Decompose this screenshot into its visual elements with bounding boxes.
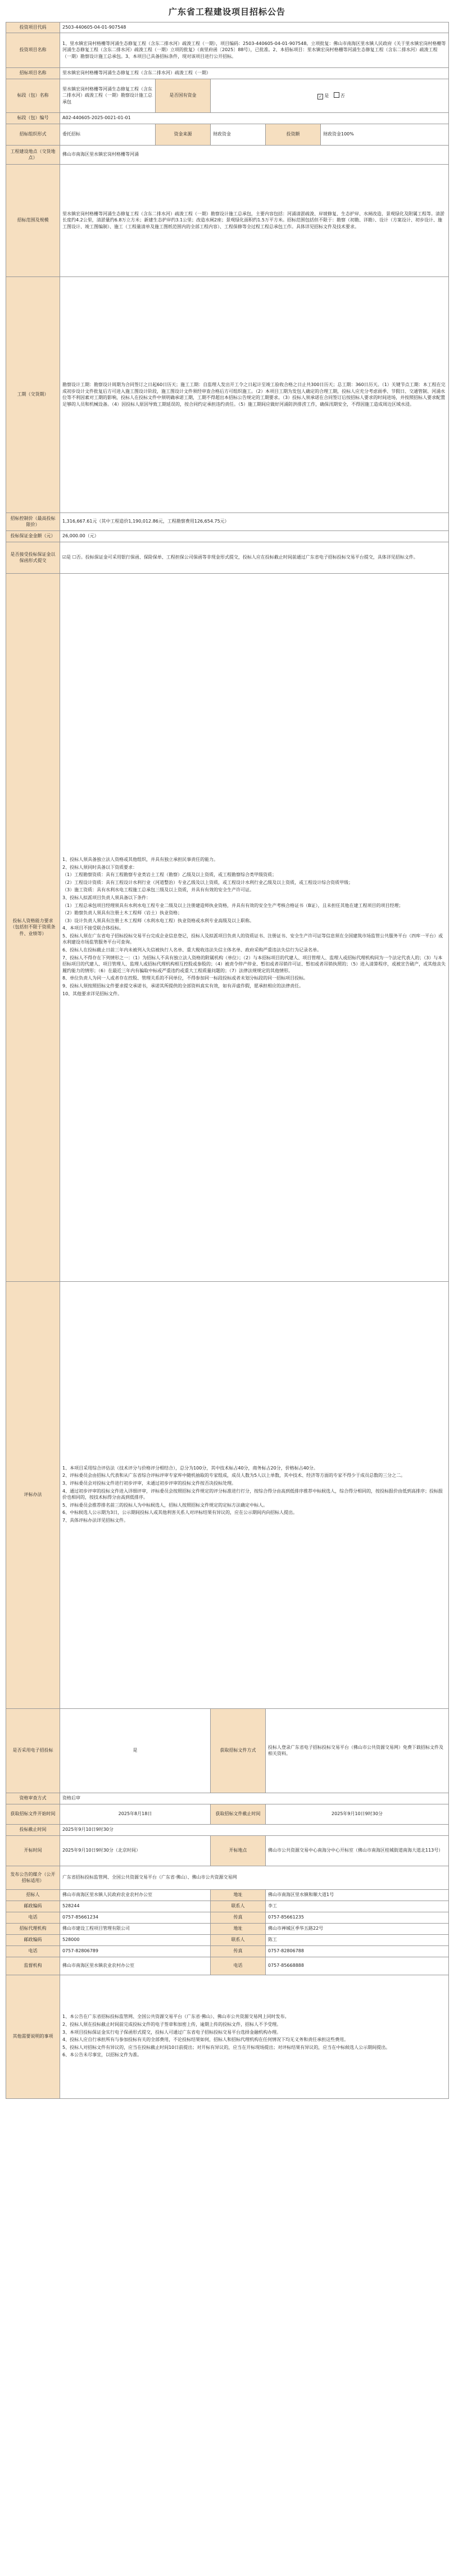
agency-phone-value: 0757-82806789 xyxy=(60,1945,211,1957)
tender-name-value: 里水镇宏岗村格栅等河涌生态修复工程（含东二排水河）疏浚工程（一期）勘察设计施工总承包 xyxy=(60,79,156,112)
tender-code-value: A02-440605-2025-0021-01-01 xyxy=(60,112,449,124)
bid-deadline-label: 投标截止时间 xyxy=(6,1824,60,1835)
guarantee-value: 财政资金100% xyxy=(321,124,449,145)
row-location xyxy=(6,145,449,164)
tenderer-value: 佛山市南海区里水镇人民政府农业农村办公室 xyxy=(60,1889,211,1901)
evaluation-item: 5、评标委员会推荐排名前三的投标人为中标候选人，招标人按照招标文件规定的定标方法确定中标人。 xyxy=(62,1502,268,1508)
qualification-item: （2）勘察负责人须具有注册土木工程师（岩土）执业资格； xyxy=(62,910,183,916)
announcement-table xyxy=(6,22,449,2099)
evaluation-item: 6、中标候选人公示期为3日，公示期间投标人或其他利害关系人对评标结果有异议的，应在公示期间内向招标人提出。 xyxy=(62,1510,298,1516)
agency-phone-label: 电话 xyxy=(6,1945,60,1957)
other-list xyxy=(60,1975,449,2098)
agency-fax-label: 传真 xyxy=(211,1945,266,1957)
tender-type-label: 招标组织形式 xyxy=(6,124,60,145)
obtain-time-label: 获取招标文件开始时间 xyxy=(6,1804,60,1824)
project-code-label: 投资项目代码 xyxy=(6,22,60,33)
announcement-page xyxy=(6,0,448,2099)
evaluation-item: 1、本项目采用综合评估法（技术评分与价格评分相结合），总分为100分，其中技术标占40分，商务标占20分，价格标占40分。 xyxy=(62,1465,318,1471)
supervisor-phone-label: 电话 xyxy=(211,1957,266,1975)
row-scope xyxy=(6,164,449,276)
deposit-label: 投标保证金金额（元） xyxy=(6,530,60,542)
qualification-item: 2、投标人须同时具备以下资质要求： xyxy=(62,864,138,870)
qualification-item: 3、投标人拟派项目负责人须具备以下条件： xyxy=(62,895,151,900)
row-deposit-form xyxy=(6,542,449,573)
row-bid-deadline xyxy=(6,1824,449,1835)
other-item: 6、本公告未尽事宜，以招标文件为准。 xyxy=(62,2052,142,2058)
obtain-time-end-label: 获取招标文件截止时间 xyxy=(211,1804,266,1824)
postcode-value: 528244 xyxy=(60,1901,211,1912)
row-obtain-time xyxy=(6,1804,449,1824)
other-item: 2、投标人须在投标截止时间前完成投标文件的电子签章和加密上传，逾期上传的投标文件，招标人不予受理。 xyxy=(62,2021,282,2027)
evaluation-item: 3、评标委员会对投标文件进行初步评审，未通过初步评审的投标文件按否决投标处理。 xyxy=(62,1480,237,1486)
tenderer-addr-value: 佛山市南海区里水镇和顺大道1号 xyxy=(266,1889,449,1901)
tender-type-value: 委托招标 xyxy=(60,124,156,145)
publish-value: 广东省招标投标监管网、全国公共资源交易平台（广东省·佛山）、佛山市公共资源交易网 xyxy=(60,1866,449,1889)
row-project-summary xyxy=(6,33,449,67)
qualification-item: 9、投标人须按照招标文件要求提交承诺书，承诺其所提供的全部资料真实有效，如有弄虚作假，愿承担相应的法律责任。 xyxy=(62,983,304,989)
electronic-label: 是否采用电子招投标 xyxy=(6,1708,60,1793)
row-open xyxy=(6,1835,449,1866)
evaluation-item: 4、通过初步评审的投标文件进入详细评审，评标委员会按照招标文件规定的评分标准进行打分，按综合得分由高到低排序推荐中标候选人，综合得分相同的，按投标报价由低到高排序；投标报价也相同的，按技术标得分由高到低排序。 xyxy=(62,1488,443,1500)
agency-fax-value: 0757-82806788 xyxy=(266,1945,449,1957)
state-owned-yes: 是 xyxy=(324,93,329,98)
electronic-value: 是 xyxy=(60,1708,211,1793)
invest-value: 财政资金 xyxy=(211,124,266,145)
tender-code-label: 标段（包）编号 xyxy=(6,112,60,124)
location-value: 佛山市南海区里水镇宏岗村格栅等河涌 xyxy=(60,145,449,164)
row-agency-phone xyxy=(6,1945,449,1957)
agency-addr-value: 佛山市禅城区季华五路22号 xyxy=(266,1923,449,1934)
row-agency-post xyxy=(6,1934,449,1945)
duration-value: 勘察设计工期：勘察设计周期为合同签订之日起60日历天；施工工期：自监理人发出开工令之日起计至竣工验收合格之日止共300日历天；总工期：360日历天。（1）关键节点工期：本工程在完成初步设计文件批复后方可进入施工图设计阶段，施工图设计文件须经审查合格后方可组织施工。（2）本项目工期为发包人确定的合理工期，投标人应充分考虑雨季、节假日、交通管制、河涌水位等不利因素对工期的影响，投标人在投标文件中须明确承诺工期，工期不得超出本招标公告规定的工期要求。（3）投标人须承诺在合同签订后按招标人要求的时间进场，并按照招标人要求配置足够的人员和机械设备。（4）因投标人原因导致工期延误的，按合同约定承担违约责任。（5）施工期间应做好河涌防洪排涝工作，确保汛期安全，不得因施工造成周边区域水浸。 xyxy=(60,276,449,513)
open-value: 2025年9月10日9时30分（北京时间） xyxy=(60,1835,211,1866)
row-tender-name xyxy=(6,79,449,112)
row-project-code xyxy=(6,22,449,33)
state-owned-label: 是否国有资金 xyxy=(156,79,211,112)
evaluation-item: 2、评标委员会由招标人代表和从广东省综合评标评审专家库中随机抽取的专家组成，成员人数为5人以上单数，其中技术、经济等方面的专家不得少于成员总数的三分之二。 xyxy=(62,1473,406,1479)
row-tenderer xyxy=(6,1889,449,1901)
row-tenderer-post xyxy=(6,1901,449,1912)
other-item: 3、本项目投标保证金实行电子保函形式提交，投标人可通过广东省电子招标投标交易平台选择金融机构办理。 xyxy=(62,2029,282,2035)
agency-value: 佛山市建设工程项目管理有限公司 xyxy=(60,1923,211,1934)
row-other xyxy=(6,1975,449,2098)
project-name-label: 招标项目名称 xyxy=(6,67,60,79)
qualification-item: 7、投标人不得存在下列情形之一：（1）为招标人不具有独立法人资格的附属机构（单位）；（2）与本招标项目的代建人、项目管理人、监理人或招标代理机构同为一个法定代表人的；（3）与本招标项目的代建人、项目管理人、监理人或招标代理机构相互控股或参股的；（4）被责令停产停业、暂扣或者吊销许可证、暂扣或者吊销执照的；（5）进入清算程序，或被宣告破产，或其他丧失履约能力的情形；（6）在最近三年内有骗取中标或严重违约或重大工程质量问题的；（7）法律法规规定的其他情形。 xyxy=(62,955,446,973)
tenderer-label: 招标人 xyxy=(6,1889,60,1901)
open-label: 开标时间 xyxy=(6,1835,60,1866)
supervisor-label: 监督机构 xyxy=(6,1957,60,1975)
duration-label: 工期（交货期） xyxy=(6,276,60,513)
row-project-name xyxy=(6,67,449,79)
contact-label: 联系人 xyxy=(211,1901,266,1912)
phone-value: 0757-85661234 xyxy=(60,1912,211,1923)
agency-postcode-value: 528000 xyxy=(60,1934,211,1945)
project-name-value: 里水镇宏岗村格栅等河涌生态修复工程（含东二排水河）疏浚工程（一期） xyxy=(60,67,449,79)
state-owned-no: 否 xyxy=(340,93,345,98)
scope-value: 里水镇宏岗村格栅等河涌生态修复工程（含东二排水河）疏浚工程（一期）勘察设计施工总承包，主要内容包括：河涌清淤疏浚、岸坡修复、生态护岸、水闸改造、景观绿化及附属工程等。清淤长度约4.2公里，清淤量约6.8万立方米；新建生态护岸约3.1公里；改造水闸2座；景观绿化面积约1.5万平方米。招标范围包括但不限于：勘察（初勘、详勘）、设计（方案设计、初步设计、施工图设计、竣工图编制）、施工（工程量清单及施工图纸范围内的全部工程内容）、工程保修等全过程工程总承包工作。具体详见招标文件及技术要求。 xyxy=(60,164,449,276)
phone-label: 电话 xyxy=(6,1912,60,1923)
publish-label: 发布公告的媒介（公开招标适用） xyxy=(6,1866,60,1889)
review-value: 资格后审 xyxy=(60,1793,449,1804)
budget-label: 招标控制价（最高投标限价） xyxy=(6,513,60,530)
row-agency xyxy=(6,1923,449,1934)
open-place-label: 开标地点 xyxy=(211,1835,266,1866)
qualification-list xyxy=(60,573,449,1281)
other-item: 4、投标人应自行承担所有与参加投标有关的全部费用，不论投标结果如何，招标人和招标代理机构在任何情况下均无义务和责任承担这些费用。 xyxy=(62,2037,349,2043)
contact-value: 李工 xyxy=(266,1901,449,1912)
row-duration xyxy=(6,276,449,513)
qualification-item: （3）施工资质：具有水利水电工程施工总承包三级及以上资质，并具有有效的安全生产许可证。 xyxy=(62,887,255,893)
qualification-item: （1）工程勘察资质：具有工程勘察专业类岩土工程（勘察）乙级及以上资质，或工程勘察综合类甲级资质； xyxy=(62,872,277,878)
obtain-time-start: 2025年8月18日 xyxy=(60,1804,211,1824)
row-tender-code xyxy=(6,112,449,124)
scope-label: 招标范围及规模 xyxy=(6,164,60,276)
supervisor-value: 佛山市南海区里水镇农业农村办公室 xyxy=(60,1957,211,1975)
qualification-label: 投标人资格能力要求（包括但不限于资质条件、业绩等） xyxy=(6,573,60,1281)
agency-contact-label: 联系人 xyxy=(211,1934,266,1945)
other-label: 其他需要说明的事项 xyxy=(6,1975,60,2098)
agency-contact-value: 陈工 xyxy=(266,1934,449,1945)
row-budget xyxy=(6,513,449,530)
row-funding xyxy=(6,124,449,145)
invest-label: 投资额 xyxy=(266,124,321,145)
project-code-value: 2503-440605-04-01-907548 xyxy=(60,22,449,33)
project-summary-label: 投资项目名称 xyxy=(6,33,60,67)
tenderer-addr-label: 地址 xyxy=(211,1889,266,1901)
checkbox-checked-icon: ✓ xyxy=(317,94,323,99)
other-item: 5、投标人对招标文件有异议的，应当在投标截止时间10日前提出；对开标有异议的，应当在开标现场提出；对评标结果有异议的，应当在中标候选人公示期间提出。 xyxy=(62,2044,391,2050)
row-evaluation xyxy=(6,1281,449,1708)
evaluation-item: 7、具体评标办法详见招标文件。 xyxy=(62,1517,129,1523)
row-tenderer-phone xyxy=(6,1912,449,1923)
row-electronic xyxy=(6,1708,449,1793)
qualification-item: 1、投标人须具备独立法人资格或其他组织，并具有独立承担民事责任的能力。 xyxy=(62,856,219,862)
qualification-item: 6、投标人在投标截止日前三年内未被列入失信被执行人名单、重大税收违法失信主体名单、政府采购严重违法失信行为记录名单。 xyxy=(62,947,322,953)
row-qualifications xyxy=(6,573,449,1281)
state-owned-value xyxy=(211,79,449,112)
agency-postcode-label: 邮政编码 xyxy=(6,1934,60,1945)
obtain-time-end: 2025年9月10日9时30分 xyxy=(266,1804,449,1824)
page-title: 广东省工程建设项目招标公告 xyxy=(168,7,285,17)
row-review xyxy=(6,1793,449,1804)
fax-value: 0757-85661235 xyxy=(266,1912,449,1923)
deposit-form-value: ☑是 ☐否。投标保证金可采用银行保函、保险保单、工程担保公司保函等非现金形式提交，投标人应在投标截止时间前通过广东省电子招标投标交易平台提交，具体详见招标文件。 xyxy=(60,542,449,573)
supervisor-phone-value: 0757-85668888 xyxy=(266,1957,449,1975)
qualification-item: 8、单位负责人为同一人或者存在控股、管理关系的不同单位，不得参加同一标段投标或者未划分标段的同一招标项目投标。 xyxy=(62,976,308,981)
qualification-item: 5、投标人须在广东省电子招标投标交易平台完成企业信息登记，投标人及拟派项目负责人的资质证书、注册证书、安全生产许可证等信息须在全国建筑市场监管公共服务平台（四库一平台）或水利建设市场监管服务平台可查询。 xyxy=(62,933,443,945)
row-supervisor xyxy=(6,1957,449,1975)
deposit-value: 26,000.00（元） xyxy=(60,530,449,542)
checkbox-empty-icon xyxy=(334,92,339,98)
project-summary-value: 1、里水镇宏岗村格栅等河涌生态修复工程（含东二排水河）疏浚工程（一期），项目编码：2503-440605-04-01-907548。立项批复：佛山市南海区里水镇人民政府《关于里水镇宏岗村格栅等河涌生态修复工程（含东二排水河）疏浚工程（一期）立项的批复》（南里府函〔2025〕88号），已批准。2、本招标项目：里水镇宏岗村格栅等河涌生态修复工程（含东二排水河）疏浚工程（一期）勘察设计施工总承包。3、本项目已具备招标条件，现对该项目进行公开招标。 xyxy=(60,33,449,67)
open-place-value: 佛山市公共资源交易中心南海分中心开标室（佛山市南海区桂城街道南海大道北113号） xyxy=(266,1835,449,1866)
deposit-form-label: 是否接受投标保证金以保函形式提交 xyxy=(6,542,60,573)
other-item: 1、本公告在广东省招标投标监管网、全国公共资源交易平台（广东省·佛山）、佛山市公共资源交易网上同时发布。 xyxy=(62,2014,289,2020)
review-label: 资格审查方式 xyxy=(6,1793,60,1804)
postcode-label: 邮政编码 xyxy=(6,1901,60,1912)
qualification-item: （2）工程设计资质：具有工程设计水利行业（河道整治）专业乙级及以上资质，或工程设计水利行业乙级及以上资质，或工程设计综合资质甲级； xyxy=(62,879,353,885)
evaluation-label: 评标办法 xyxy=(6,1281,60,1708)
obtain-method-label: 获取招标文件方式 xyxy=(211,1708,266,1793)
agency-label: 招标代理机构 xyxy=(6,1923,60,1934)
evaluation-list xyxy=(60,1281,449,1708)
agency-addr-label: 地址 xyxy=(211,1923,266,1934)
row-deposit xyxy=(6,530,449,542)
obtain-method-value: 投标人登录广东省电子招标投标交易平台（佛山市公共资源交易网）免费下载招标文件及相关资料。 xyxy=(266,1708,449,1793)
bid-deadline-value: 2025年9月10日9时30分 xyxy=(60,1824,449,1835)
qualification-item: （3）设计负责人须具有注册土木工程师（水利水电工程）执业资格或水利专业高级及以上职称。 xyxy=(62,918,255,923)
qualification-item: 4、本项目不接受联合体投标。 xyxy=(62,926,124,931)
qualification-item: 10、其他要求详见招标文件。 xyxy=(62,991,122,996)
guarantee-label: 资金来源 xyxy=(156,124,211,145)
tender-name-label: 标段（包）名称 xyxy=(6,79,60,112)
budget-value: 1,316,667.61元（其中工程造价1,190,012.86元，工程勘察费用126,654.75元） xyxy=(60,513,449,530)
row-publish xyxy=(6,1866,449,1889)
location-label: 工程建设地点（交货地点） xyxy=(6,145,60,164)
fax-label: 传真 xyxy=(211,1912,266,1923)
qualification-item: （1）工程总承包项目经理须具有水利水电工程专业二级及以上注册建造师执业资格，并具有有效的安全生产考核合格证书（B证），且未担任其他在建工程项目的项目经理； xyxy=(62,902,403,908)
